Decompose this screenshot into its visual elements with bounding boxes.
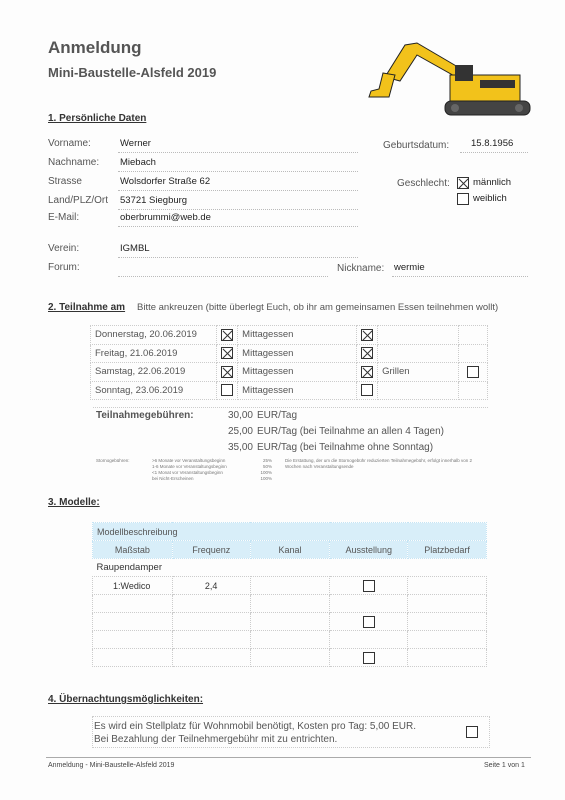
- model-group-label: Raupendamper: [96, 562, 162, 573]
- extra-checkbox-cell: [458, 363, 487, 382]
- meal-checkbox[interactable]: [361, 384, 373, 396]
- fee-row: [218, 426, 444, 442]
- day-checkbox[interactable]: [221, 329, 233, 341]
- fee-row: [218, 442, 444, 458]
- nachname-label: Nachname:: [48, 157, 100, 168]
- models-table-title: Modellbeschreibung: [93, 523, 487, 541]
- page-title: Anmeldung: [48, 38, 142, 57]
- meal-checkbox-cell: [357, 381, 378, 400]
- meal-label: Mittagessen: [238, 381, 357, 400]
- model-platzbedarf[interactable]: [408, 631, 487, 649]
- storno-text: <1 Monat vor Veranstaltungsbeginn: [152, 470, 223, 475]
- day-checkbox-cell: [217, 363, 238, 382]
- section-overnight-title: 4. Übernachtungsmöglichkeiten:: [48, 694, 204, 705]
- forum-label: Forum:: [48, 262, 80, 273]
- model-ausstellung-cell: [330, 631, 408, 649]
- fee-text: EUR/Tag (bei Teilnahme ohne Sonntag): [257, 442, 434, 453]
- geburtsdatum-field[interactable]: 15.8.1956: [471, 138, 514, 149]
- meal-label: Mittagessen: [238, 326, 357, 345]
- overnight-line2: Bei Bezahlung der Teilnehmergebühr mit zu entrichten.: [94, 734, 338, 745]
- day-checkbox[interactable]: [221, 366, 233, 378]
- weiblich-label: weiblich: [473, 193, 507, 204]
- model-massstab[interactable]: [93, 613, 173, 631]
- vorname-label: Vorname:: [48, 138, 91, 149]
- model-ausstellung-cell: [330, 577, 408, 595]
- strasse-field[interactable]: Wolsdorfer Straße 62: [120, 176, 211, 187]
- fee-amount: 35,00: [227, 442, 253, 453]
- day-label: Samstag, 22.06.2019: [91, 363, 217, 382]
- storno-text: bei Nicht-Erscheinen: [152, 476, 194, 481]
- model-ausstellung-cell: [330, 649, 408, 667]
- meal-checkbox[interactable]: [361, 366, 373, 378]
- storno-label: Stornogebühren:: [96, 458, 130, 463]
- storno-note: Die Erstattung, der um die Stornogebühr reduzierten Teilnahmegebühr, erfolgt innerhalb von 2 Wochen nach Veranstaltungsende: [285, 458, 473, 469]
- model-kanal[interactable]: [250, 613, 330, 631]
- models-table: [92, 522, 487, 667]
- day-row: [91, 363, 488, 382]
- meal-label: Mittagessen: [238, 344, 357, 363]
- email-field[interactable]: oberbrummi@web.de: [120, 212, 211, 223]
- column-header: Maßstab: [93, 541, 173, 559]
- column-header: Platzbedarf: [408, 541, 487, 559]
- ausstellung-checkbox[interactable]: [363, 652, 375, 664]
- email-label: E-Mail:: [48, 212, 80, 223]
- model-kanal[interactable]: [250, 649, 330, 667]
- vorname-field[interactable]: Werner: [120, 138, 151, 149]
- model-platzbedarf[interactable]: [408, 613, 487, 631]
- model-row: [93, 595, 487, 613]
- storno-list: [152, 458, 272, 482]
- verein-field[interactable]: IGMBL: [120, 243, 150, 254]
- extra-checkbox[interactable]: [467, 366, 479, 378]
- day-label: Donnerstag, 20.06.2019: [91, 326, 217, 345]
- page-subtitle: Mini-Baustelle-Alsfeld 2019: [48, 65, 217, 80]
- model-massstab[interactable]: [93, 631, 173, 649]
- fee-amount: 25,00: [227, 426, 253, 437]
- model-ausstellung-cell: [330, 613, 408, 631]
- nickname-field[interactable]: wermie: [394, 262, 425, 273]
- nickname-label: Nickname:: [337, 263, 385, 274]
- extra-label: [378, 381, 459, 400]
- column-header: Kanal: [250, 541, 330, 559]
- storno-pct: 100%: [260, 476, 272, 481]
- fee-row: [218, 410, 444, 426]
- extra-checkbox-cell: [458, 326, 487, 345]
- geschlecht-label: Geschlecht:: [397, 178, 450, 189]
- day-checkbox[interactable]: [221, 384, 233, 396]
- day-checkbox-cell: [217, 344, 238, 363]
- storno-pct: 100%: [260, 470, 272, 475]
- footer-left: Anmeldung - Mini-Baustelle-Alsfeld 2019: [48, 762, 175, 769]
- extra-label: Grillen: [378, 363, 459, 382]
- meal-checkbox-cell: [357, 326, 378, 345]
- excavator-logo: [355, 35, 535, 120]
- day-row: [91, 381, 488, 400]
- model-row: [93, 649, 487, 667]
- weiblich-checkbox[interactable]: [457, 193, 469, 205]
- model-massstab[interactable]: [93, 595, 173, 613]
- model-frequenz[interactable]: 2,4: [172, 577, 250, 595]
- maennlich-checkbox[interactable]: [457, 177, 469, 189]
- model-kanal[interactable]: [250, 577, 330, 595]
- maennlich-label: männlich: [473, 177, 512, 188]
- day-checkbox-cell: [217, 326, 238, 345]
- day-label: Sonntag, 23.06.2019: [91, 381, 217, 400]
- meal-checkbox-cell: [357, 344, 378, 363]
- fees-list: [218, 410, 444, 458]
- model-row: [93, 613, 487, 631]
- nachname-field[interactable]: Miebach: [120, 157, 156, 168]
- day-checkbox-cell: [217, 381, 238, 400]
- model-frequenz[interactable]: [172, 649, 250, 667]
- meal-checkbox-cell: [357, 363, 378, 382]
- storno-pct: 25%: [262, 458, 272, 463]
- model-frequenz[interactable]: [172, 595, 250, 613]
- model-kanal[interactable]: [250, 631, 330, 649]
- meal-checkbox[interactable]: [361, 347, 373, 359]
- model-kanal[interactable]: [250, 595, 330, 613]
- ort-field[interactable]: 53721 Siegburg: [120, 195, 188, 206]
- column-header: Ausstellung: [330, 541, 408, 559]
- model-platzbedarf[interactable]: [408, 577, 487, 595]
- extra-label: [378, 326, 459, 345]
- geburtsdatum-label: Geburtsdatum:: [383, 140, 450, 151]
- section-personal-title: 1. Persönliche Daten: [48, 113, 147, 124]
- model-platzbedarf[interactable]: [408, 595, 487, 613]
- column-header: Frequenz: [172, 541, 250, 559]
- extra-checkbox-cell: [458, 344, 487, 363]
- days-table: [90, 325, 488, 400]
- model-ausstellung-cell: [330, 595, 408, 613]
- day-checkbox[interactable]: [221, 347, 233, 359]
- section-models-title: 3. Modelle:: [48, 497, 100, 508]
- model-frequenz[interactable]: [172, 631, 250, 649]
- storno-row: [152, 476, 272, 482]
- model-row: [93, 577, 487, 595]
- model-massstab[interactable]: 1:Wedico: [93, 577, 173, 595]
- section-participation-title: 2. Teilnahme am: [48, 302, 126, 313]
- meal-checkbox[interactable]: [361, 329, 373, 341]
- model-massstab[interactable]: [93, 649, 173, 667]
- extra-label: [378, 344, 459, 363]
- model-platzbedarf[interactable]: [408, 649, 487, 667]
- model-row: [93, 631, 487, 649]
- meal-label: Mittagessen: [238, 363, 357, 382]
- day-label: Freitag, 21.06.2019: [91, 344, 217, 363]
- ausstellung-checkbox[interactable]: [363, 580, 375, 592]
- participation-instruction: Bitte ankreuzen (bitte überlegt Euch, ob ihr am gemeinsamen Essen teilnehmen wollt): [137, 302, 499, 313]
- fee-text: EUR/Tag: [257, 410, 298, 421]
- extra-checkbox-cell: [458, 381, 487, 400]
- storno-text: >6 Monate vor Veranstaltungsbeginn: [152, 458, 226, 463]
- strasse-label: Strasse: [48, 176, 82, 187]
- overnight-line1: Es wird ein Stellplatz für Wohnmobil benötigt, Kosten pro Tag: 5,00 EUR.: [94, 721, 417, 732]
- day-row: [91, 326, 488, 345]
- ort-label: Land/PLZ/Ort: [48, 195, 109, 206]
- storno-text: 1-6 Monate vor Veranstaltungsbeginn: [152, 464, 227, 469]
- footer-page: Seite 1 von 1: [484, 762, 525, 769]
- fee-amount: 30,00: [227, 410, 253, 421]
- model-frequenz[interactable]: [172, 613, 250, 631]
- ausstellung-checkbox[interactable]: [363, 616, 375, 628]
- storno-pct: 50%: [262, 464, 272, 469]
- fees-label: Teilnahmegebühren:: [96, 410, 194, 421]
- verein-label: Verein:: [48, 243, 80, 254]
- fee-text: EUR/Tag (bei Teilnahme an allen 4 Tagen): [257, 426, 444, 437]
- day-row: [91, 344, 488, 363]
